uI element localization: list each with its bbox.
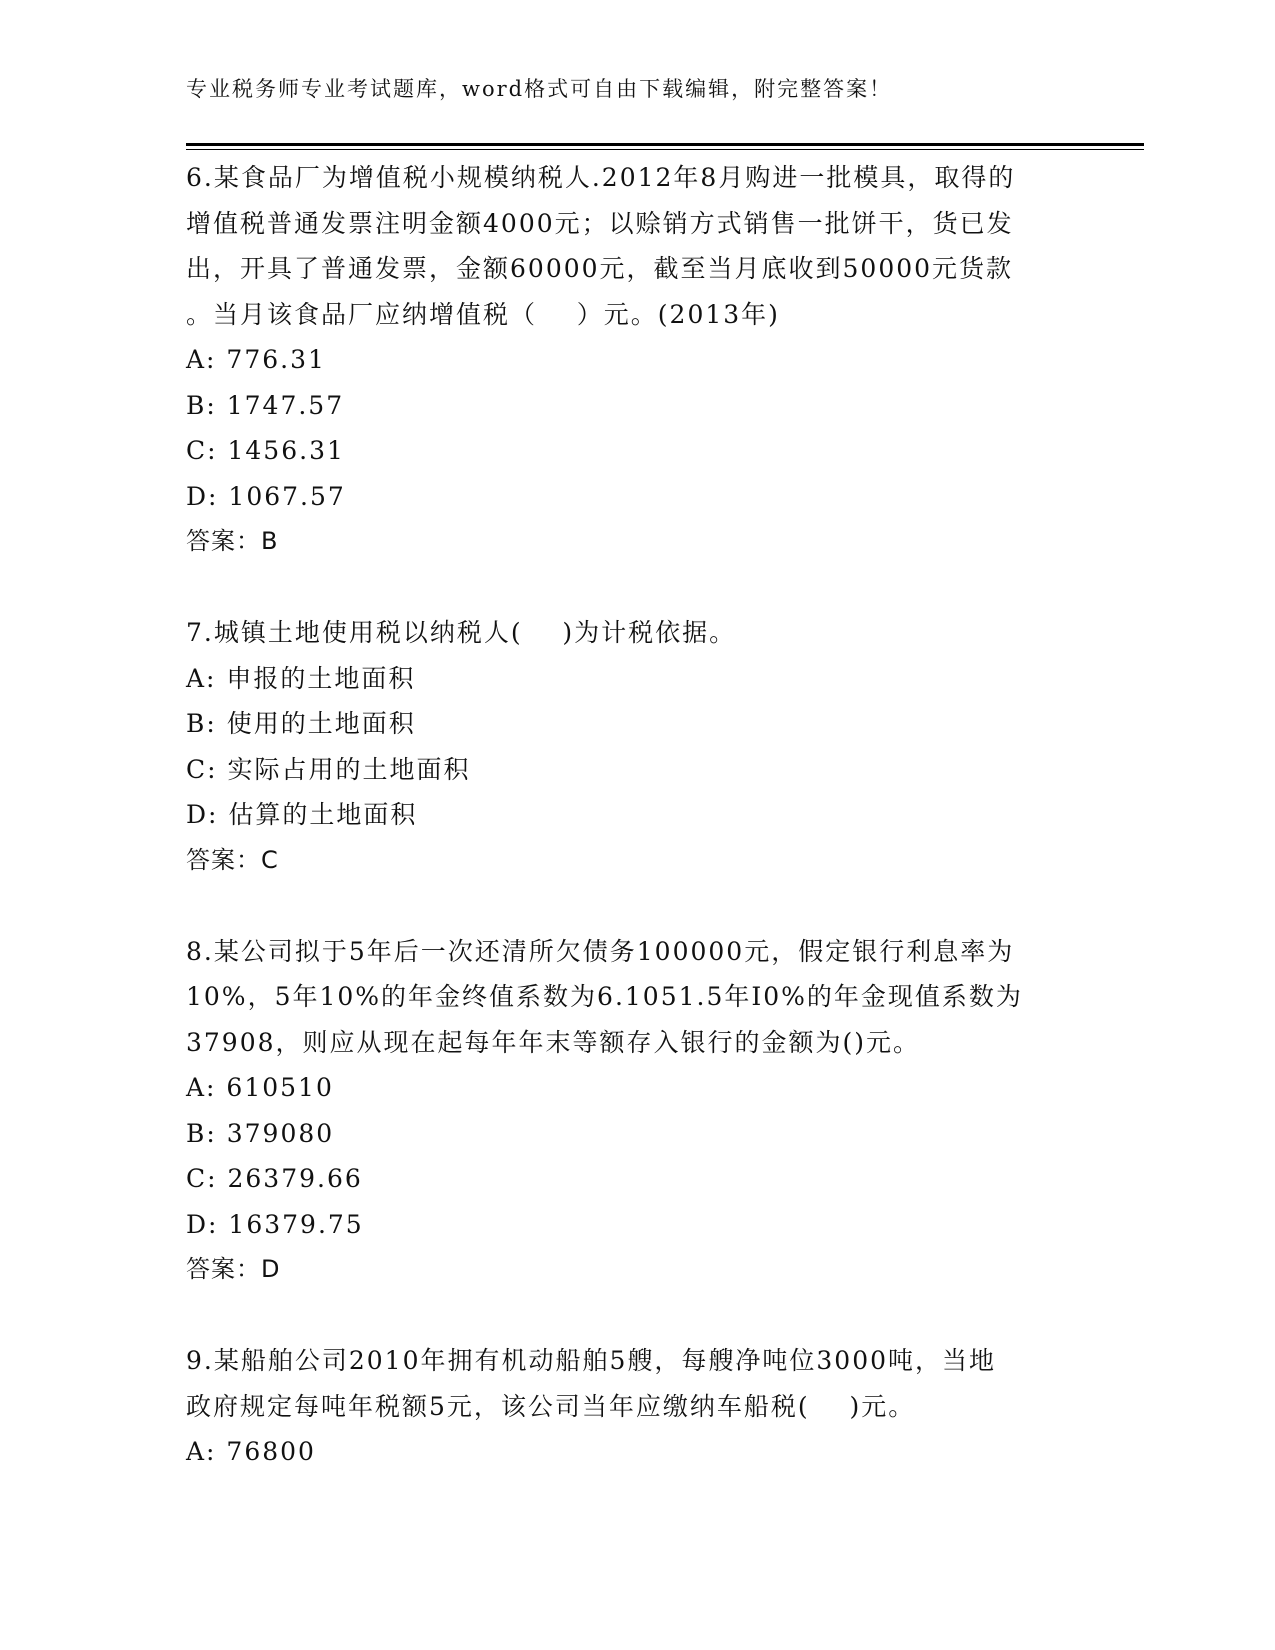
question-8-option-d: D: 16379.75 bbox=[186, 1209, 364, 1239]
question-9-option-a: A: 76800 bbox=[186, 1437, 316, 1466]
question-8-option-a: A: 610510 bbox=[186, 1073, 334, 1102]
question-9-line-1: 9.某船舶公司2010年拥有机动船舶5艘，每艘净吨位3000吨，当地 bbox=[186, 1346, 997, 1375]
question-6 bbox=[186, 155, 1086, 565]
spacer bbox=[186, 565, 1086, 611]
question-6-option-d: D: 1067.57 bbox=[186, 481, 346, 511]
question-7-option-d: D: 估算的土地面积 bbox=[186, 800, 418, 829]
question-6-line-2: 增值税普通发票注明金额4000元；以赊销方式销售一批饼干，货已发 bbox=[186, 208, 1014, 238]
question-9-line-2: 政府规定每吨年税额5元，该公司当年应缴纳车船税( )元。 bbox=[186, 1391, 916, 1421]
question-6-option-b: B: 1747.57 bbox=[186, 390, 345, 420]
question-8-answer: 答案：D bbox=[186, 1255, 281, 1283]
header-rule-thin bbox=[186, 149, 1144, 150]
question-6-line-3: 出，开具了普通发票，金额60000元，截至当月底收到50000元货款 bbox=[186, 254, 1014, 283]
spacer bbox=[186, 1293, 1086, 1339]
question-8 bbox=[186, 929, 1086, 1293]
question-8-option-c: C: 26379.66 bbox=[186, 1164, 363, 1193]
header-rule-thick bbox=[186, 143, 1144, 146]
question-6-answer: 答案：B bbox=[186, 527, 279, 555]
question-8-line-3: 37908，则应从现在起每年年末等额存入银行的金额为()元。 bbox=[186, 1027, 921, 1057]
question-7-option-c: C: 实际占用的土地面积 bbox=[186, 754, 471, 784]
question-8-option-b: B: 379080 bbox=[186, 1118, 335, 1148]
question-7-answer: 答案：C bbox=[186, 845, 279, 874]
question-7-line-1: 7.城镇土地使用税以纳税人( )为计税依据。 bbox=[186, 618, 737, 647]
question-9 bbox=[186, 1338, 1086, 1475]
question-7-option-b: B: 使用的土地面积 bbox=[186, 709, 416, 738]
question-6-option-a: A: 776.31 bbox=[186, 345, 326, 374]
question-7-option-a: A: 申报的土地面积 bbox=[186, 663, 416, 693]
page-header: 专业税务师专业考试题库，word格式可自由下载编辑，附完整答案！ bbox=[186, 77, 893, 101]
question-6-line-4: 。当月该食品厂应纳增值税（ ）元。(2013年) bbox=[186, 299, 780, 329]
spacer bbox=[186, 883, 1086, 929]
question-6-option-c: C: 1456.31 bbox=[186, 436, 345, 465]
question-6-line-1: 6.某食品厂为增值税小规模纳税人.2012年8月购进一批模具，取得的 bbox=[186, 163, 1016, 192]
question-list bbox=[186, 155, 1086, 1475]
question-8-line-1: 8.某公司拟于5年后一次还清所欠债务100000元，假定银行利息率为 bbox=[186, 936, 1015, 966]
question-7 bbox=[186, 610, 1086, 883]
question-8-line-2: 10%，5年10%的年金终值系数为6.1051.5年I0%的年金现值系数为 bbox=[186, 982, 1023, 1011]
